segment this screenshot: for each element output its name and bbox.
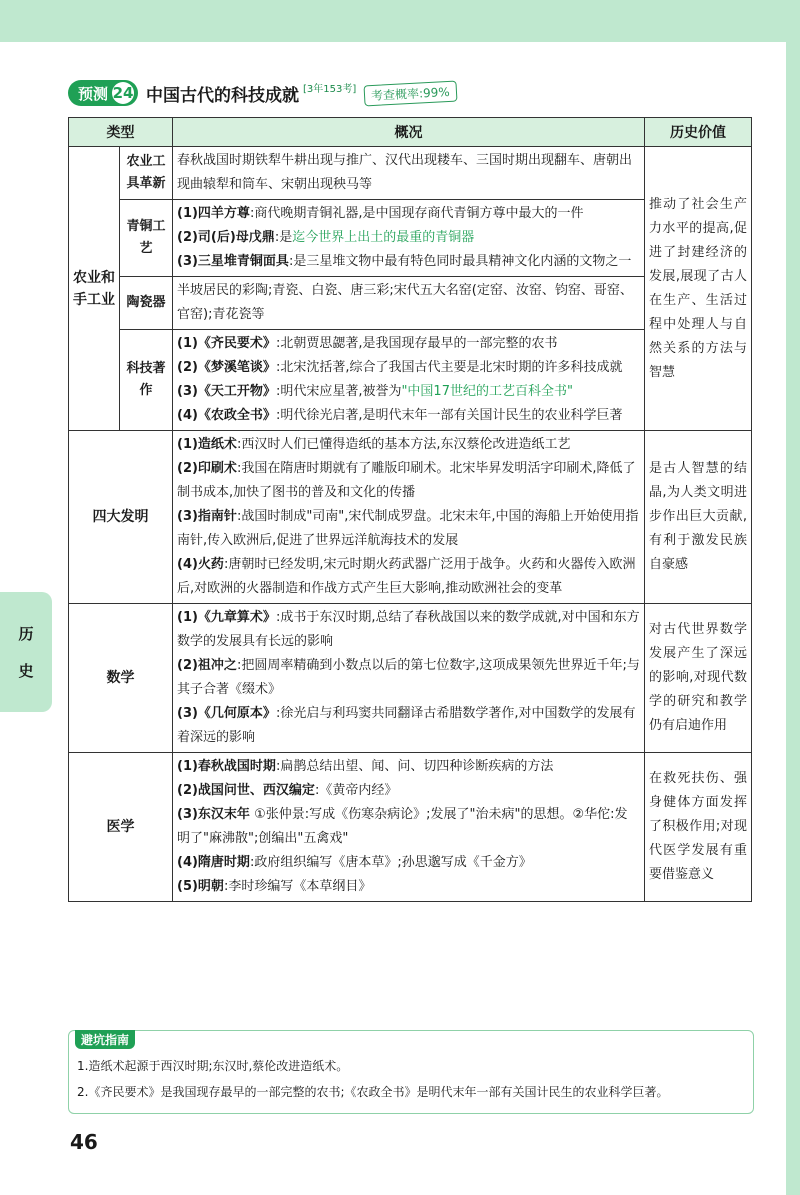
list-item bbox=[177, 226, 640, 250]
item-text: :北朝贾思勰著,是我国现存最早的一部完整的农书 bbox=[275, 336, 558, 351]
list-item bbox=[177, 433, 640, 457]
item-text: :是 bbox=[274, 230, 293, 245]
item-text: :李时珍编写《本草纲目》 bbox=[223, 879, 372, 894]
list-item bbox=[177, 457, 640, 505]
col-header-type: 类型 bbox=[69, 118, 173, 147]
item-text: :是三星堆文物中最有特色同时最具精神文化内涵的文物之一 bbox=[288, 254, 632, 269]
item-key: (2)战国问世、西汉编定 bbox=[177, 783, 315, 798]
item-key: (2)印刷术 bbox=[177, 461, 237, 476]
tip-item-1: 1.造纸术起源于西汉时期;东汉时,蔡伦改进造纸术。 bbox=[77, 1059, 349, 1073]
pitfall-tips-box bbox=[68, 1030, 754, 1114]
cell-bronze bbox=[173, 200, 645, 277]
item-text: :明代徐光启著,是明代末年一部有关国计民生的农业科学巨著 bbox=[275, 408, 623, 423]
side-tab-char: 史 bbox=[18, 662, 34, 680]
item-key: (1)春秋战国时期 bbox=[177, 759, 276, 774]
item-key: (3)《几何原本》 bbox=[177, 706, 276, 721]
cell-medicine bbox=[173, 753, 645, 902]
list-item bbox=[177, 803, 640, 851]
list-item bbox=[177, 250, 640, 274]
section-header bbox=[68, 78, 457, 108]
highlight-text: 迄今世界上出土的最重的青铜器 bbox=[292, 230, 475, 245]
list-item bbox=[177, 606, 640, 654]
item-text: :政府组织编写《唐本草》;孙思邈写成《千金方》 bbox=[249, 855, 532, 870]
list-item bbox=[177, 380, 640, 404]
list-item bbox=[177, 702, 640, 750]
page-top-band bbox=[0, 0, 800, 42]
cell-inventions bbox=[173, 431, 645, 604]
item-key: (3)《天工开物》 bbox=[177, 384, 276, 399]
item-text: :战国时制成"司南",宋代制成罗盘。北宋末年,中国的海船上开始使用指南针,传入欧洲后,促进了世界远洋航海技术的发展 bbox=[177, 509, 639, 548]
cell-ceramics: 半坡居民的彩陶;青瓷、白瓷、唐三彩;宋代五大名窑(定窑、汝窑、钧窑、哥窑、官窑);青花瓷等 bbox=[173, 277, 645, 330]
forecast-badge bbox=[68, 80, 138, 106]
exam-probability-stamp: 考查概率:99% bbox=[364, 80, 458, 106]
type-inventions: 四大发明 bbox=[69, 431, 173, 604]
list-item bbox=[177, 755, 640, 779]
tips-heading: 避坑指南 bbox=[75, 1030, 135, 1049]
item-key: (5)明朝 bbox=[177, 879, 224, 894]
list-item bbox=[177, 505, 640, 553]
item-text: :徐光启与利玛窦共同翻译古希腊数学著作,对中国数学的发展有着深远的影响 bbox=[177, 706, 636, 745]
list-item bbox=[177, 553, 640, 601]
page-right-band bbox=[786, 0, 800, 1195]
list-item bbox=[177, 851, 640, 875]
cell-math bbox=[173, 604, 645, 753]
list-item bbox=[177, 654, 640, 702]
sub-agri-tools: 农业工具革新 bbox=[120, 147, 173, 200]
item-text: :北宋沈括著,综合了我国古代主要是北宋时期的许多科技成就 bbox=[275, 360, 623, 375]
item-key: (1)《九章算术》 bbox=[177, 610, 276, 625]
cell-books bbox=[173, 330, 645, 431]
table-row bbox=[69, 604, 752, 753]
item-key: (2)祖冲之 bbox=[177, 658, 237, 673]
item-text: :《黄帝内经》 bbox=[314, 783, 398, 798]
subject-side-tab bbox=[0, 592, 52, 712]
table-row bbox=[69, 753, 752, 902]
list-item bbox=[177, 404, 640, 428]
col-header-overview: 概况 bbox=[173, 118, 645, 147]
tech-achievements-table bbox=[68, 117, 752, 902]
exam-frequency: [3年153考] bbox=[303, 83, 357, 95]
badge-number: 24 bbox=[112, 84, 134, 102]
type-agri: 农业和手工业 bbox=[69, 147, 120, 431]
item-text: ①张仲景:写成《伤寒杂病论》;发展了"治未病"的思想。②华佗:发明了"麻沸散";创编出"五禽戏" bbox=[177, 807, 628, 846]
item-text: :把圆周率精确到小数点以后的第七位数字,这项成果领先世界近千年;与其子合著《缀术》 bbox=[177, 658, 640, 697]
item-key: (4)火药 bbox=[177, 557, 224, 572]
item-text: :西汉时人们已懂得造纸的基本方法,东汉蔡伦改进造纸工艺 bbox=[236, 437, 571, 452]
tip-item-2: 2.《齐民要术》是我国现存最早的一部完整的农书;《农政全书》是明代末年一部有关国计民生的农业科学巨著。 bbox=[77, 1085, 669, 1099]
side-tab-char: 历 bbox=[18, 625, 34, 643]
item-text: :唐朝时已经发明,宋元时期火药武器广泛用于战争。火药和火器传入欧洲后,对欧洲的火器制造和作战方式产生巨大影响,推动欧洲社会的变革 bbox=[177, 557, 636, 596]
value-agri: 推动了社会生产力水平的提高,促进了封建经济的发展,展现了古人在生产、生活过程中处理人与自然关系的方法与智慧 bbox=[645, 147, 752, 431]
item-key: (4)隋唐时期 bbox=[177, 855, 250, 870]
item-key: (3)三星堆青铜面具 bbox=[177, 254, 289, 269]
item-text: :商代晚期青铜礼器,是中国现存商代青铜方尊中最大的一件 bbox=[249, 206, 584, 221]
table-row bbox=[69, 431, 752, 604]
item-key: (1)《齐民要术》 bbox=[177, 336, 276, 351]
page-title: 中国古代的科技成就 bbox=[146, 85, 300, 106]
sub-books: 科技著作 bbox=[120, 330, 173, 431]
page-number: 46 bbox=[70, 1130, 98, 1154]
value-inventions: 是古人智慧的结晶,为人类文明进步作出巨大贡献,有利于激发民族自豪感 bbox=[645, 431, 752, 604]
col-header-value: 历史价值 bbox=[645, 118, 752, 147]
type-math: 数学 bbox=[69, 604, 173, 753]
table-row bbox=[69, 147, 752, 200]
item-key: (4)《农政全书》 bbox=[177, 408, 276, 423]
item-key: (3)东汉末年 bbox=[177, 807, 250, 822]
item-text: :明代宋应星著,被誉为 bbox=[275, 384, 402, 399]
list-item bbox=[177, 202, 640, 226]
table-header-row bbox=[69, 118, 752, 147]
value-math: 对古代世界数学发展产生了深远的影响,对现代数学的研究和教学仍有启迪作用 bbox=[645, 604, 752, 753]
sub-ceramics: 陶瓷器 bbox=[120, 277, 173, 330]
list-item bbox=[177, 356, 640, 380]
type-medicine: 医学 bbox=[69, 753, 173, 902]
item-text: :我国在隋唐时期就有了雕版印刷术。北宋毕昇发明活字印刷术,降低了制书成本,加快了图书的普及和文化的传播 bbox=[177, 461, 636, 500]
highlight-text: "中国17世纪的工艺百科全书" bbox=[401, 384, 573, 399]
item-text: :扁鹊总结出望、闻、问、切四种诊断疾病的方法 bbox=[275, 759, 554, 774]
value-medicine: 在救死扶伤、强身健体方面发挥了积极作用;对现代医学发展有重要借鉴意义 bbox=[645, 753, 752, 902]
sub-bronze: 青铜工艺 bbox=[120, 200, 173, 277]
item-text: :成书于东汉时期,总结了春秋战国以来的数学成就,对中国和东方数学的发展具有长远的影响 bbox=[177, 610, 640, 649]
item-key: (2)《梦溪笔谈》 bbox=[177, 360, 276, 375]
list-item bbox=[177, 779, 640, 803]
list-item bbox=[177, 332, 640, 356]
item-key: (2)司(后)母戊鼎 bbox=[177, 230, 275, 245]
item-key: (3)指南针 bbox=[177, 509, 237, 524]
item-key: (1)四羊方尊 bbox=[177, 206, 250, 221]
cell-agri-tools: 春秋战国时期铁犁牛耕出现与推广、汉代出现耧车、三国时期出现翻车、唐朝出现曲辕犁和筒车、宋朝出现秧马等 bbox=[173, 147, 645, 200]
badge-label: 预测 bbox=[78, 84, 109, 103]
item-key: (1)造纸术 bbox=[177, 437, 237, 452]
list-item bbox=[177, 875, 640, 899]
